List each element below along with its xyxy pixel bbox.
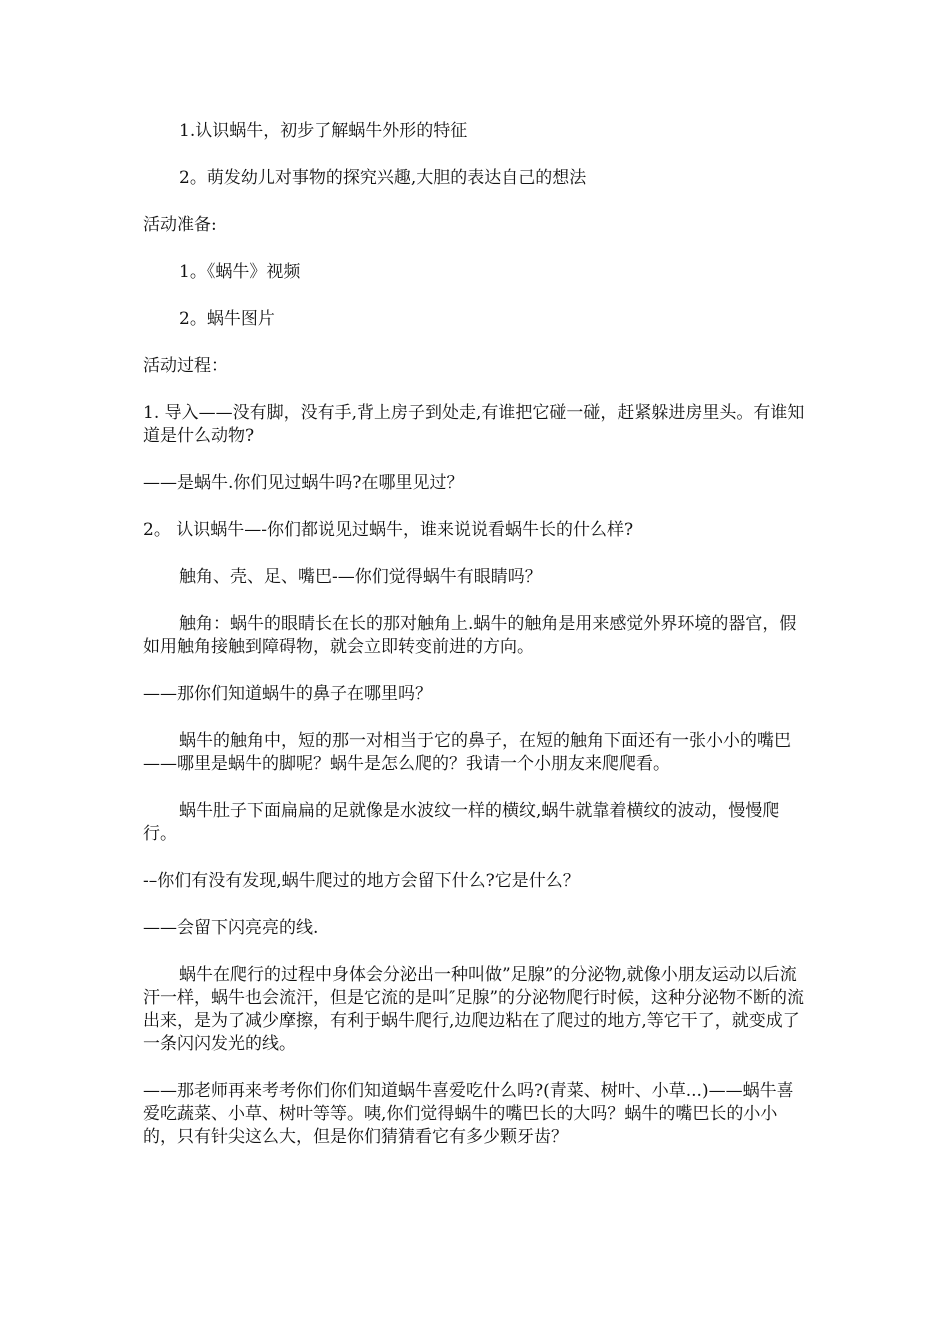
- document-body: [143, 120, 809, 1173]
- process-dialogue-trace: -–你们有没有发现,蜗牛爬过的地方会留下什么?它是什么？: [143, 871, 580, 891]
- process-step-1: 1. 导入——没有脚，没有手,背上房子到处走,有谁把它碰一碰，赶紧躲进房里头。有谁知道是什么动物?: [143, 403, 805, 446]
- goal-paragraph-1: 1.认识蜗牛，初步了解蜗牛外形的特征: [179, 121, 468, 141]
- process-dialogue-nose: ——那你们知道蜗牛的鼻子在哪里吗？: [143, 684, 432, 704]
- process-paragraph-gland: 蜗牛在爬行的过程中身体会分泌出一种叫做”足腺”的分泌物,就像小朋友运动以后流汗一样，蜗牛也会流汗，但是它流的是叫″足腺”的分泌物爬行时候，这种分泌物不断的流出来，是为了减少摩擦，有利于蜗牛爬行,边爬边粘在了爬过的地方,等它干了，就变成了一条闪闪发光的线。: [143, 965, 805, 1054]
- goal-paragraph-2: 2。萌发幼儿对事物的探究兴趣,大胆的表达自己的想法: [179, 168, 587, 188]
- process-step-2: 2。 认识蜗牛—-你们都说见过蜗牛，谁来说说看蜗牛长的什么样?: [143, 520, 634, 540]
- process-paragraph-parts: 触角、壳、足、嘴巴-—你们觉得蜗牛有眼睛吗？: [179, 567, 542, 587]
- section-heading-process: 活动过程：: [143, 356, 228, 376]
- process-paragraph-foot: 蜗牛肚子下面扁扁的足就像是水波纹一样的横纹,蜗牛就靠着横纹的波动，慢慢爬行。: [143, 801, 780, 844]
- process-dialogue-food: ——那老师再来考考你们你们知道蜗牛喜爱吃什么吗?(青菜、树叶、小草...)——蜗牛喜爱吃蔬菜、小草、树叶等等。咦,你们觉得蜗牛的嘴巴长的大吗？蜗牛的嘴巴长的小小的，只有针尖这么大，但是你们猜猜看它有多少颗牙齿？: [143, 1081, 794, 1147]
- preparation-item-2: 2。蜗牛图片: [179, 309, 275, 329]
- section-heading-preparation: 活动准备:: [143, 215, 217, 235]
- process-paragraph-nose: 蜗牛的触角中，短的那一对相当于它的鼻子，在短的触角下面还有一张小小的嘴巴——哪里是蜗牛的脚呢？蜗牛是怎么爬的？我请一个小朋友来爬爬看。: [143, 731, 791, 774]
- preparation-item-1: 1。《蜗牛》视频: [179, 262, 301, 282]
- process-dialogue-1: ——是蜗牛.你们见过蜗牛吗?在哪里见过？: [143, 473, 464, 493]
- process-paragraph-antenna: 触角：蜗牛的眼睛长在长的那对触角上.蜗牛的触角是用来感觉外界环境的器官，假如用触角接触到障碍物，就会立即转变前进的方向。: [143, 614, 797, 657]
- process-dialogue-line: ——会留下闪亮亮的线.: [143, 918, 319, 938]
